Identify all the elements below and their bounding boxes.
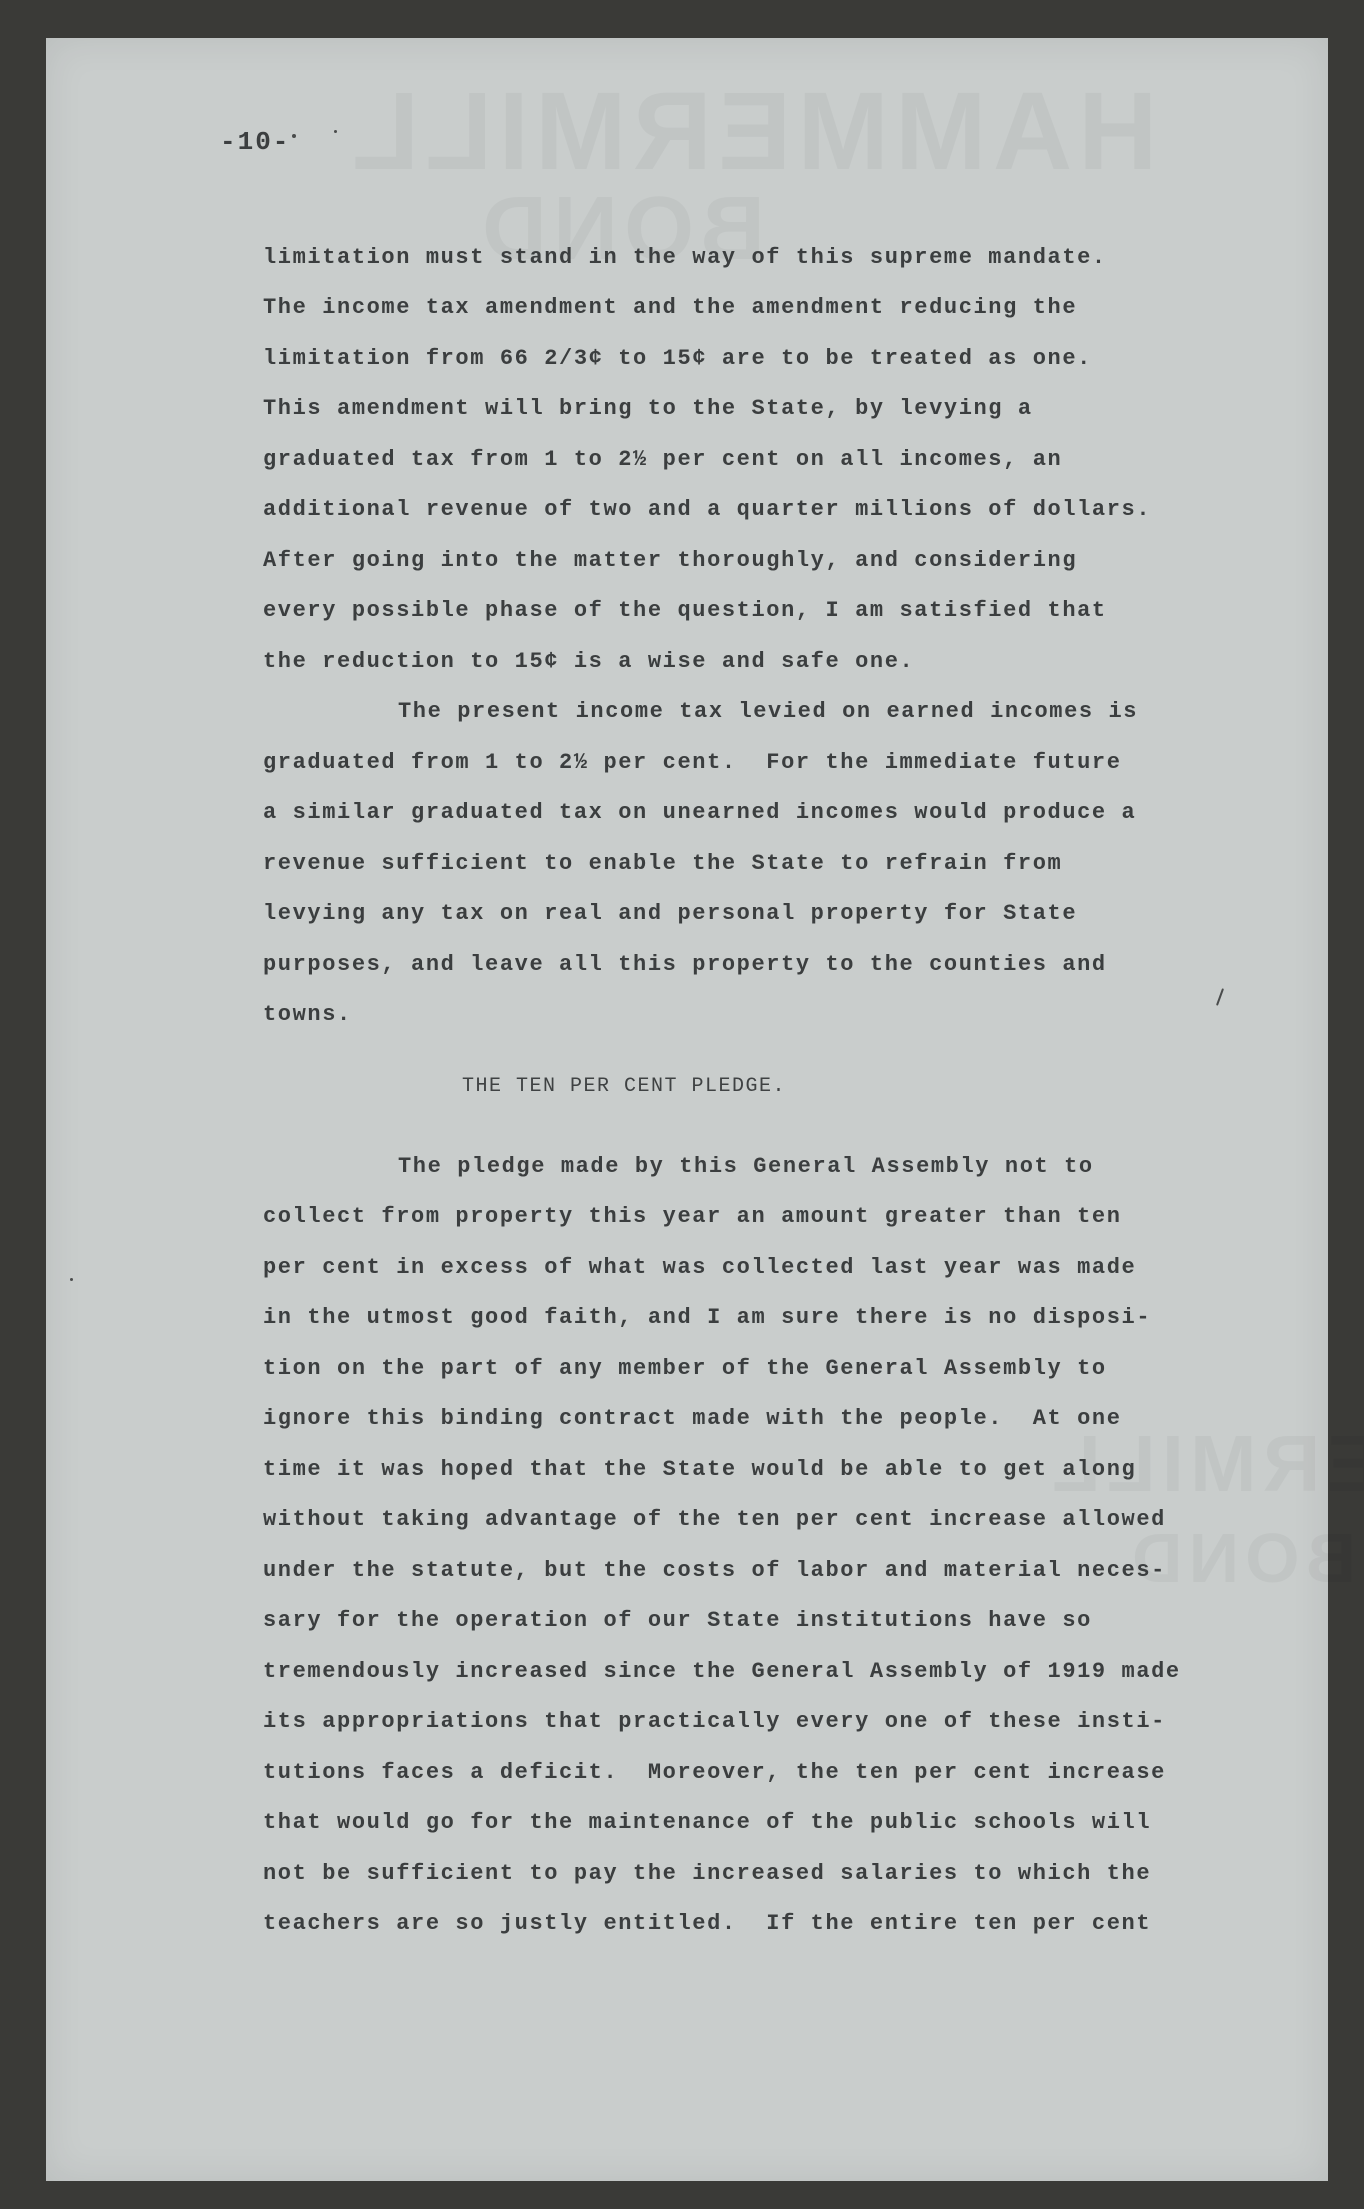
paragraph-2-line: levying any tax on real and personal property for State bbox=[263, 901, 1078, 926]
paragraph-1-line: The income tax amendment and the amendment reducing the bbox=[263, 295, 1078, 320]
paragraph-3-line: time it was hoped that the State would be able to get along bbox=[263, 1457, 1137, 1482]
paragraph-3-line: not be sufficient to pay the increased salaries to which the bbox=[263, 1861, 1152, 1886]
paper-speck bbox=[334, 130, 337, 133]
page-number: -10- bbox=[220, 127, 291, 157]
paragraph-2-line: graduated from 1 to 2½ per cent. For the immediate future bbox=[263, 750, 1122, 775]
paragraph-2-line: revenue sufficient to enable the State to refrain from bbox=[263, 851, 1063, 876]
paper-speck bbox=[292, 134, 296, 138]
paragraph-3-line: per cent in excess of what was collected last year was made bbox=[263, 1255, 1137, 1280]
paragraph-3-line: tion on the part of any member of the General Assembly to bbox=[263, 1356, 1107, 1381]
paragraph-1-line: the reduction to 15¢ is a wise and safe one. bbox=[263, 649, 915, 674]
paragraph-1-line: limitation from 66 2/3¢ to 15¢ are to be treated as one. bbox=[263, 346, 1092, 371]
paragraph-3-line: tremendously increased since the General Assembly of 1919 made bbox=[263, 1659, 1181, 1684]
paragraph-3-line: that would go for the maintenance of the public schools will bbox=[263, 1810, 1152, 1835]
paper-speck bbox=[70, 1278, 73, 1281]
watermark-top-line1 bbox=[346, 68, 1158, 195]
paper-mark bbox=[1216, 988, 1224, 1006]
paragraph-1-line: This amendment will bring to the State, by levying a bbox=[263, 396, 1033, 421]
paragraph-2-line: towns. bbox=[263, 1002, 352, 1027]
paragraph-3-line: teachers are so justly entitled. If the entire ten per cent bbox=[263, 1911, 1152, 1936]
paragraph-3-line: collect from property this year an amount greater than ten bbox=[263, 1204, 1122, 1229]
paragraph-1-line: limitation must stand in the way of this supreme mandate. bbox=[263, 245, 1107, 270]
paragraph-3-line: ignore this binding contract made with the people. At one bbox=[263, 1406, 1122, 1431]
paragraph-2-line: a similar graduated tax on unearned incomes would produce a bbox=[263, 800, 1137, 825]
paragraph-1-line: every possible phase of the question, I am satisfied that bbox=[263, 598, 1107, 623]
section-heading: THE TEN PER CENT PLEDGE. bbox=[462, 1075, 787, 1098]
paragraph-1-line: graduated tax from 1 to 2½ per cent on all incomes, an bbox=[263, 447, 1063, 472]
paragraph-1-line: After going into the matter thoroughly, and considering bbox=[263, 548, 1078, 573]
paragraph-3-line: in the utmost good faith, and I am sure there is no disposi- bbox=[263, 1305, 1152, 1330]
paragraph-3-line: tutions faces a deficit. Moreover, the ten per cent increase bbox=[263, 1760, 1166, 1785]
paragraph-3-line: sary for the operation of our State institutions have so bbox=[263, 1608, 1092, 1633]
paragraph-3-line: without taking advantage of the ten per cent increase allowed bbox=[263, 1507, 1166, 1532]
paragraph-3-line: The pledge made by this General Assembly not to bbox=[398, 1154, 1094, 1179]
paragraph-2-line: purposes, and leave all this property to the counties and bbox=[263, 952, 1107, 977]
paragraph-1-line: additional revenue of two and a quarter millions of dollars. bbox=[263, 497, 1152, 522]
paragraph-3-line: its appropriations that practically every one of these insti- bbox=[263, 1709, 1166, 1734]
paragraph-2-line: The present income tax levied on earned incomes is bbox=[398, 699, 1139, 724]
paragraph-3-line: under the statute, but the costs of labor and material neces- bbox=[263, 1558, 1166, 1583]
